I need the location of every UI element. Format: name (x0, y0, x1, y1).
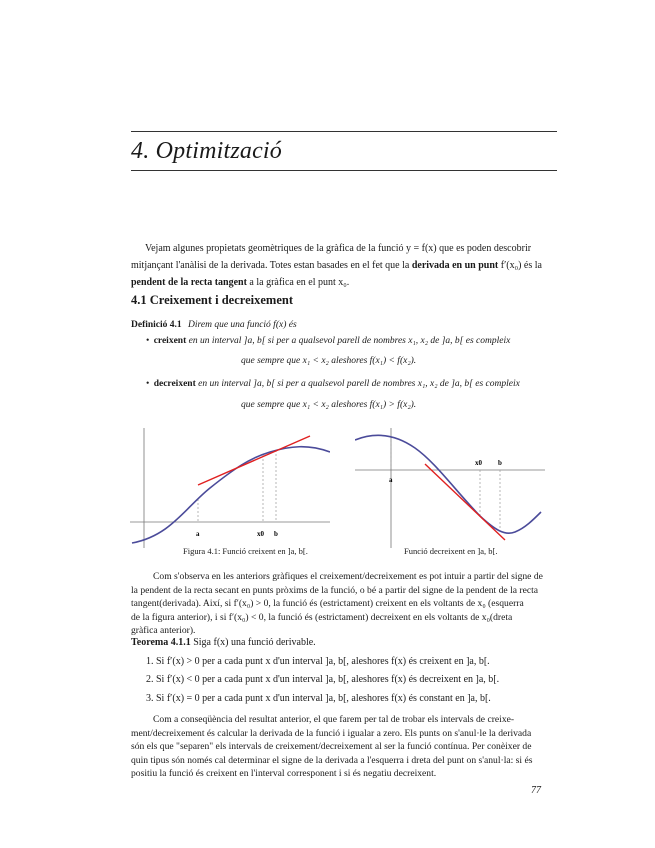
theorem-text: Siga f(x) una funció derivable. (190, 637, 316, 648)
item-decreasing-text: en un interval ]a, b[ si per a qualsevol parell de nombres x₁, x₂ de ]a, b[ es compleix (195, 379, 520, 389)
chapter-title: 4. Optimització (131, 138, 282, 164)
label-x0: x0 (257, 530, 264, 538)
item-increasing-text: en un interval ]a, b[ si per a qualsevol parell de nombres x₁, x₂ de ]a, b[ es compleix (186, 336, 511, 346)
definition-label: Definició 4.1 (131, 320, 182, 330)
para3-line: ment/decreixement és calcular la derivada de la funció i igualar a zero. Els punts on s'anul·le la derivada (131, 727, 532, 739)
formula-decreasing: que sempre que x₁ < x₂ aleshores f(x₁) > f(x₂). (241, 400, 417, 410)
label-b: b (498, 459, 502, 467)
bullet-icon: • (146, 379, 150, 389)
label-x0: x0 (475, 459, 482, 467)
intro-bold-derivative: derivada en un punt (411, 260, 499, 271)
para3-line: quin tipus són només cal determinar el signe de la derivada a l'esquerra i dreta del punt on s'anul·la: si és (131, 754, 533, 766)
tangent-line (425, 464, 505, 540)
para3-line: són els que "separen" els intervals de creixement/decreixement al ser la funció contínua. Per conèixer de (131, 741, 532, 752)
top-rule (131, 131, 557, 132)
intro-text: mitjançant l'anàlisi de la derivada. Totes estan basades en el fet que la (131, 260, 412, 271)
bullet-icon: • (146, 336, 150, 346)
para3-line: positiu la funció és creixent en l'interval corresponent i si és negatiu decreixent. (131, 768, 437, 779)
intro-line-3 (131, 274, 557, 291)
theorem (131, 637, 316, 648)
theorem-item-3: 3. Si f′(x) = 0 per a cada punt x d'un interval ]a, b[, aleshores f(x) és constant en ]a, b[. (146, 693, 491, 704)
para3-line: Com a conseqüència del resultat anterior, el que farem per tal de trobar els intervals de creixe- (153, 714, 515, 725)
term-increasing: creixent (153, 336, 187, 346)
page-number: 77 (531, 785, 541, 796)
intro-text: a la gràfica en el punt x₀. (246, 277, 350, 288)
formula-increasing: que sempre que x₁ < x₂ aleshores f(x₁) < f(x₂). (241, 356, 417, 366)
intro-bold-tangent: pendent de la recta tangent (131, 277, 247, 288)
figure-caption-right: Funció decreixent en ]a, b[. (404, 546, 498, 556)
definition (131, 320, 297, 330)
label-a: a (389, 476, 393, 484)
definition-item-decreasing (146, 379, 566, 389)
theorem-label: Teorema 4.1.1 (131, 637, 191, 648)
term-decreasing: decreixent (153, 379, 196, 389)
figure-decreasing (355, 428, 545, 548)
tangent-line (198, 436, 310, 485)
intro-paragraph (131, 240, 557, 291)
theorem-item-2: 2. Si f′(x) < 0 per a cada punt x d'un interval ]a, b[, aleshores f(x) és decreixent en ]a, b[. (146, 674, 500, 685)
consequence-paragraph (131, 713, 557, 781)
bottom-rule (131, 170, 557, 171)
intro-text: f′(x₀) és la (498, 260, 542, 271)
definition-text: Direm que una funció f(x) és (188, 320, 297, 330)
para2-line: tangent(derivada). Així, si f′(x₀) > 0, la funció és (estrictament) creixent en els voltants de x₀ (esquerra (131, 598, 524, 609)
decreasing-curve (355, 435, 541, 533)
intro-line-1: Vejam algunes propietats geomètriques de la gràfica de la funció y = f(x) que es poden descobrir (145, 243, 532, 254)
para2-line: gràfica anterior). (131, 625, 196, 636)
increasing-curve (132, 447, 330, 543)
para2-line: de la figura anterior), i si f′(x₀) < 0, la funció és (estrictament) decreixent en els voltants de x₀(dreta (131, 611, 513, 623)
para2-line: la pendent de la recta secant en punts pròxims de la funció, o bé a partir del signe de la pendent de la recta (131, 584, 539, 596)
para2-line: Com s'observa en les anteriors gràfiques el creixement/decreixement es pot intuir a partir del signe de (153, 571, 543, 582)
label-b: b (274, 530, 278, 538)
section-title: 4.1 Creixement i decreixement (131, 293, 293, 307)
definition-item-increasing (146, 336, 566, 346)
intro-line-2 (131, 257, 557, 274)
observation-paragraph (131, 570, 557, 638)
figure-caption-left: Figura 4.1: Funció creixent en ]a, b[. (183, 546, 308, 556)
theorem-item-1: 1. Si f′(x) > 0 per a cada punt x d'un interval ]a, b[, aleshores f(x) és creixent en ]a, b[. (146, 656, 490, 667)
label-a: a (196, 530, 200, 538)
figure-increasing (130, 428, 330, 548)
